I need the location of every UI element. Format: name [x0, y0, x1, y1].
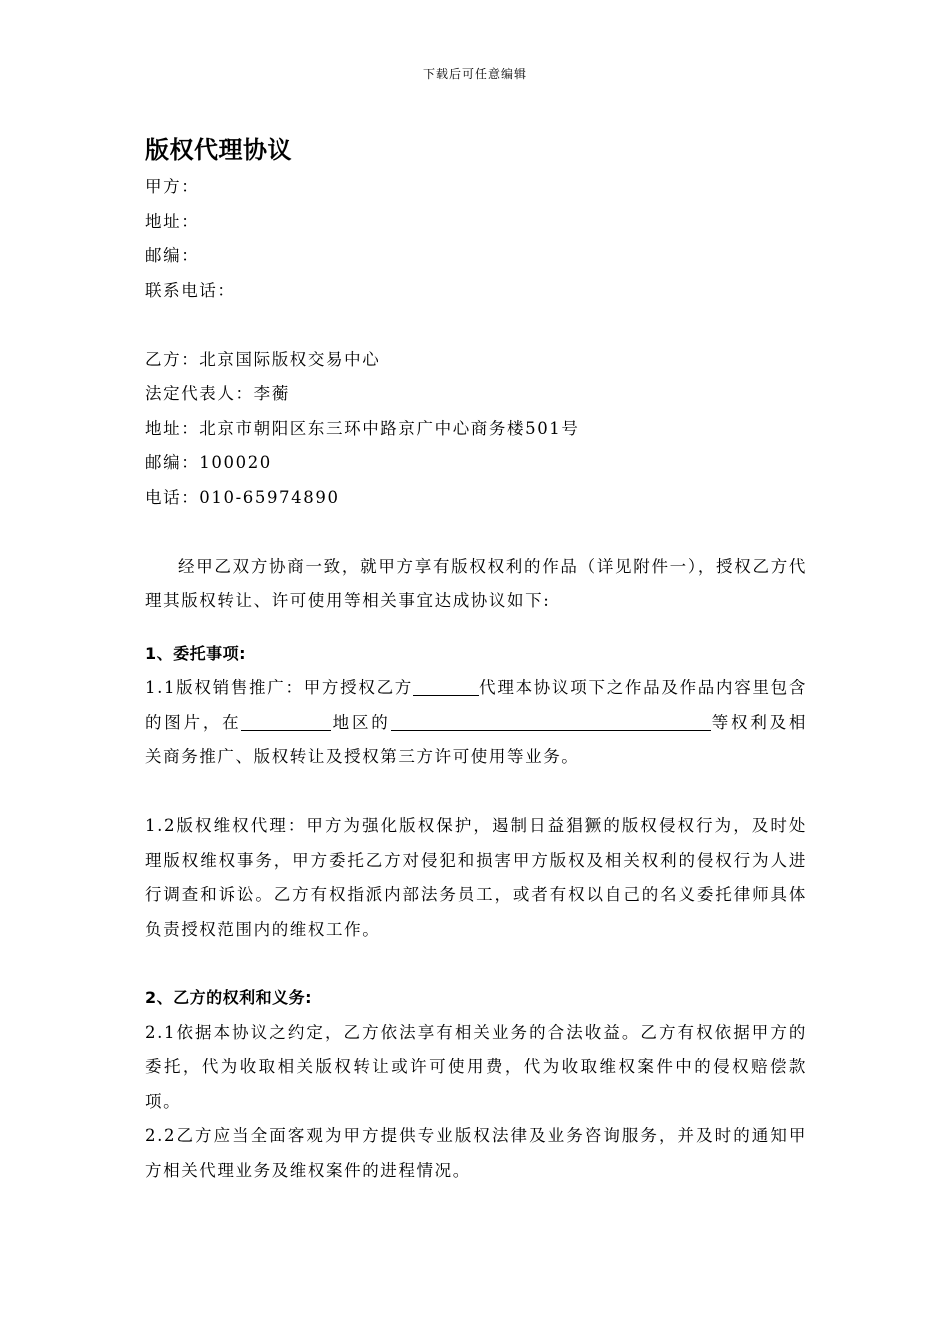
clause-2-2: 2.2乙方应当全面客观为甲方提供专业版权法律及业务咨询服务，并及时的通知甲方相关代理业务及维权案件的进程情况。 [145, 1126, 807, 1180]
blank-fill-line [241, 712, 331, 731]
blank-fill-line [391, 712, 711, 731]
spacer [145, 515, 807, 550]
party-b-postcode: 邮编：100020 [145, 453, 272, 472]
spacer [145, 775, 807, 810]
party-a-postcode-label: 邮编： [145, 246, 200, 265]
clause-1-1-text-b: 代理本协议项下之作品及作品内容里包含的图片，在 [145, 678, 807, 732]
party-a-name-label: 甲方： [145, 177, 200, 196]
spacer [145, 947, 807, 981]
blank-fill-line [413, 677, 479, 696]
clause-2-1: 2.1依据本协议之约定，乙方依法享有相关业务的合法收益。乙方有权依据甲方的委托，代为收取相关版权转让或许可使用费，代为收取维权案件中的侵权赔偿款项。 [145, 1022, 807, 1111]
agreement-body [145, 132, 807, 1188]
party-a-phone-label: 联系电话： [145, 280, 236, 300]
party-b-address: 地址：北京市朝阳区东三环中路京广中心商务楼501号 [145, 418, 580, 438]
party-b-name: 乙方：北京国际版权交易中心 [145, 349, 381, 369]
section-2-heading: 2、乙方的权利和义务: [145, 988, 313, 1007]
party-a-address-label: 地址： [145, 211, 200, 231]
clause-1-1-text-d: 等权利及相关商务推广、版权转让及授权第三方许可使用等业务。 [145, 712, 808, 766]
clause-1-1-text-a: 1.1版权销售推广：甲方授权乙方 [145, 678, 414, 697]
clause-1-1 [145, 671, 807, 775]
page-header-note: 下载后可任意编辑 [422, 67, 527, 81]
clause-1-2: 1.2版权维权代理：甲方为强化版权保护，遏制日益猖獗的版权侵权行为，及时处理版权维权事务，甲方委托乙方对侵犯和损害甲方版权及相关权利的侵权行为人进行调查和诉讼。乙方有权指派内部法务员工，或者有权以自己的名义委托律师具体负责授权范围内的维权工作。 [145, 816, 807, 939]
spacer [145, 308, 807, 343]
party-b-representative: 法定代表人：李蘅 [145, 384, 290, 403]
clause-1-1-text-c: 地区的 [331, 712, 391, 732]
intro-paragraph: 经甲乙双方协商一致，就甲方享有版权权利的作品（详见附件一），授权乙方代理其版权转让、许可使用等相关事宜达成协议如下: [145, 556, 807, 610]
section-1-heading: 1、委托事项: [145, 643, 247, 663]
agreement-title: 版权代理协议 [145, 136, 292, 164]
spacer [145, 619, 807, 637]
party-b-phone: 电话：010-65974890 [145, 487, 340, 507]
